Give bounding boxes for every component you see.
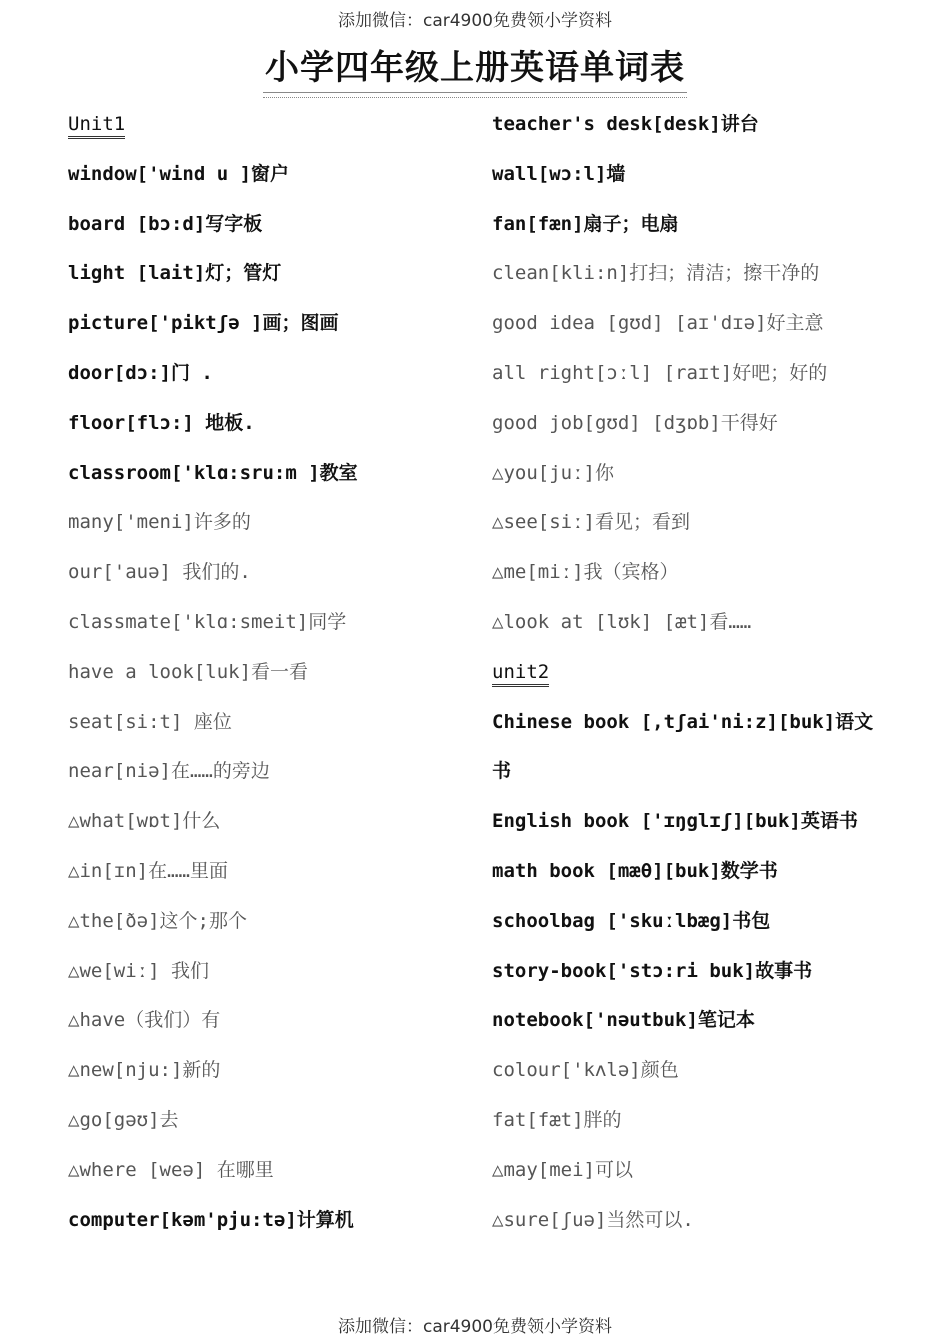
left-column xyxy=(68,103,468,1248)
vocab-entry: floor[flɔ:] 地板. xyxy=(68,411,255,434)
vocab-entry: schoolbag ['skuːlbæg]书包 xyxy=(492,909,771,932)
unit-heading-text: Unit1 xyxy=(68,113,125,139)
vocab-entry: our['auə] 我们的. xyxy=(68,561,251,584)
vocab-entry: teacher's desk[desk]讲台 xyxy=(492,113,759,135)
vocab-entry: △what[wɒt]什么 xyxy=(68,810,221,833)
vocab-entry: △me[miː]我（宾格） xyxy=(492,561,679,584)
vocab-entry: seat[si:t] 座位 xyxy=(68,710,232,733)
vocab-entry: good job[gʊd] [dʒɒb]干得好 xyxy=(492,411,778,434)
vocab-entry: have a look[luk]看一看 xyxy=(68,660,309,683)
vocab-entry: △you[juː]你 xyxy=(492,461,614,484)
right-column xyxy=(492,103,932,1248)
vocab-entry: △go[gəʊ]去 xyxy=(68,1108,179,1131)
vocab-entry: △have（我们）有 xyxy=(68,1009,221,1032)
vocab-entry: math book [mæθ][buk]数学书 xyxy=(492,859,778,882)
vocab-entry: △new[nju:]新的 xyxy=(68,1059,221,1082)
vocab-entry: computer[kəm'pju:tə]计算机 xyxy=(68,1208,354,1231)
vocab-entry: door[dɔ:]门 . xyxy=(68,361,213,384)
unit-heading xyxy=(68,103,468,153)
unit-heading-text: unit2 xyxy=(492,661,549,687)
vocab-entry: △we[wiː] 我们 xyxy=(68,959,209,982)
vocab-entry: colour['kʌlə]颜色 xyxy=(492,1059,679,1082)
vocab-entry: many['meni]许多的 xyxy=(68,511,251,534)
vocab-entry: 书 xyxy=(492,760,512,783)
watermark-bottom: 添加微信：car4900免费领小学资料 xyxy=(337,1317,613,1337)
vocab-entry: classmate['klɑ:smeit]同学 xyxy=(68,610,347,633)
vocab-entry: good idea [gʊd] [aɪ'dɪə]好主意 xyxy=(492,312,824,335)
vocab-entry: board [bɔ:d]写字板 xyxy=(68,212,263,235)
vocab-entry: △see[siː]看见；看到 xyxy=(492,511,690,534)
page-title: 小学四年级上册英语单词表 xyxy=(265,48,685,88)
vocab-entry: story-book['stɔ:ri buk]故事书 xyxy=(492,959,813,982)
unit-heading xyxy=(492,651,932,701)
vocab-entry: △the[ðə]这个;那个 xyxy=(68,909,247,932)
vocab-entry: Chinese book [,tʃai'ni:z][buk]语文 xyxy=(492,710,874,733)
watermark-top: 添加微信：car4900免费领小学资料 xyxy=(337,11,613,31)
title-underline xyxy=(263,92,687,98)
vocab-entry: near[niə]在……的旁边 xyxy=(68,760,270,783)
vocab-entry: △in[ɪn]在……里面 xyxy=(68,859,228,882)
vocab-entry: △where [weə] 在哪里 xyxy=(68,1158,274,1181)
vocab-entry: fat[fæt]胖的 xyxy=(492,1108,622,1131)
vocab-entry: notebook['nəutbuk]笔记本 xyxy=(492,1009,755,1032)
vocab-entry: window['wind u ]窗户 xyxy=(68,162,290,185)
vocab-entry: △may[mei]可以 xyxy=(492,1158,633,1181)
vocab-entry: fan[fæn]扇子；电扇 xyxy=(492,212,679,235)
vocab-entry: picture['piktʃə ]画；图画 xyxy=(68,312,339,335)
vocab-entry: △sure[ʃuə]当然可以. xyxy=(492,1208,694,1231)
vocab-entry: wall[wɔ:l]墙 xyxy=(492,162,626,185)
vocab-entry: all right[ɔːl] [raɪt]好吧；好的 xyxy=(492,361,828,384)
vocab-entry: △look at [lʊk] [æt]看…… xyxy=(492,610,752,633)
vocab-entry: light [lait]灯；管灯 xyxy=(68,262,282,285)
vocab-entry: classroom['klɑ:sru:m ]教室 xyxy=(68,461,358,484)
vocab-entry: clean[kli:n]打扫；清洁；擦干净的 xyxy=(492,262,820,285)
vocab-entry: English book ['ɪŋglɪʃ][buk]英语书 xyxy=(492,810,858,833)
